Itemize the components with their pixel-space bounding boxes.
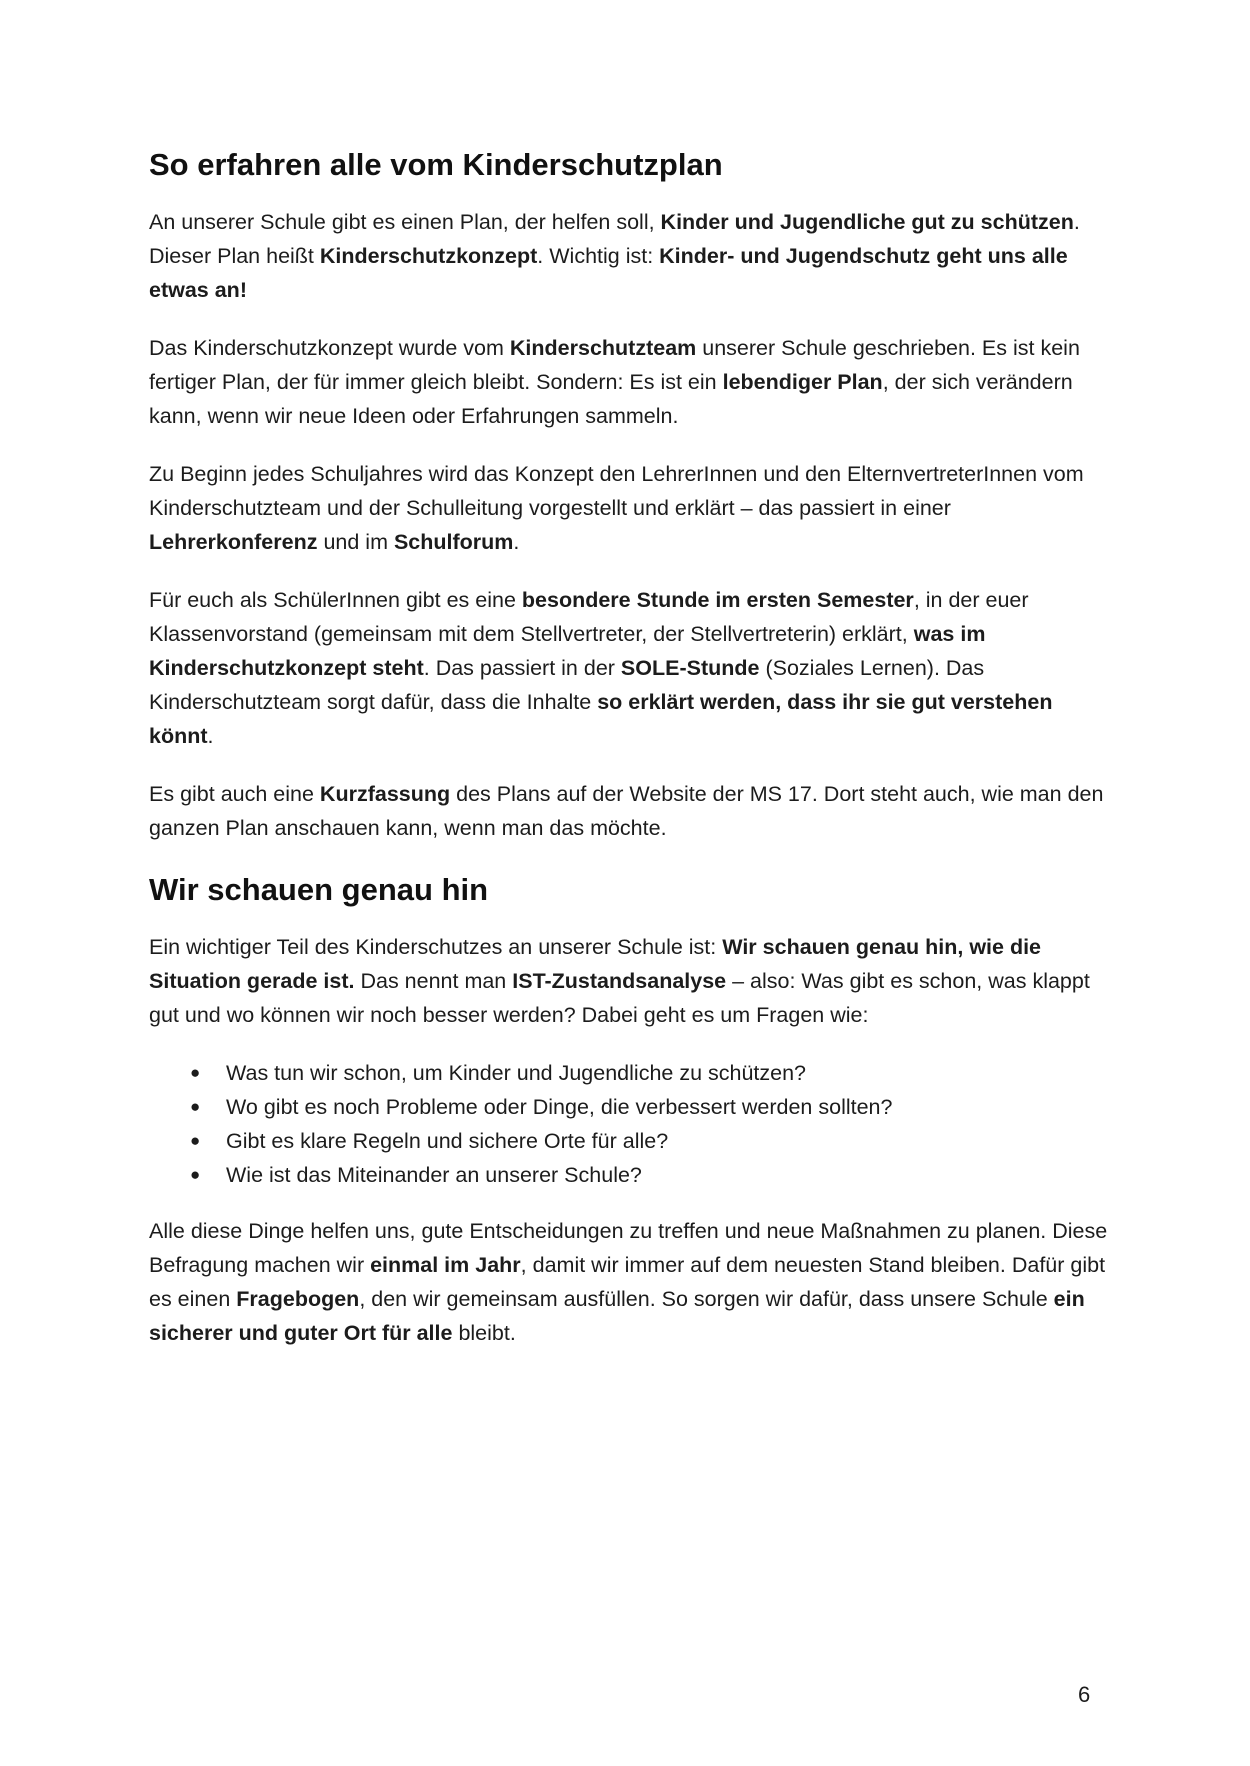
bullet-icon: ● (190, 1097, 201, 1117)
list-item: ● Wo gibt es noch Probleme oder Dinge, die verbessert werden sollten? (149, 1090, 1109, 1124)
list-item: ● Was tun wir schon, um Kinder und Jugendliche zu schützen? (149, 1056, 1109, 1090)
paragraph-kurzfassung: Es gibt auch eine Kurzfassung des Plans auf der Website der MS 17. Dort steht auch, wie man den ganzen Plan anschauen kann, wenn man das möchte. (149, 782, 1104, 841)
paragraph-schuljahr: Zu Beginn jedes Schuljahres wird das Konzept den LehrerInnen und den ElternvertreterInnen vom Kinderschutzteam und der Schulleitung vorgestellt und erklärt – das passiert in einer Lehrerkonferenz und im Schulforum. (149, 462, 1084, 555)
paragraph-ist-analyse: Ein wichtiger Teil des Kinderschutzes an unserer Schule ist: Wir schauen genau hin, wie die Situation gerade ist. Das nennt man IST-Zustandsanalyse – also: Was gibt es schon, was klappt gut und wo können wir noch besser werden? Dabei geht es um Fragen wie: (149, 935, 1090, 1028)
bullet-icon: ● (190, 1063, 201, 1083)
bullet-icon: ● (190, 1131, 201, 1151)
list-item: ● Gibt es klare Regeln und sichere Orte für alle? (149, 1124, 1109, 1158)
page-number: 6 (1078, 1682, 1091, 1707)
paragraph-intro: An unserer Schule gibt es einen Plan, der helfen soll, Kinder und Jugendliche gut zu schützen. Dieser Plan heißt Kinderschutzkonzept. Wichtig ist: Kinder- und Jugendschutz geht uns alle etwas an! (149, 210, 1080, 303)
questions-list (149, 1056, 1109, 1192)
bullet-icon: ● (190, 1165, 201, 1185)
paragraph-schuelerinnen: Für euch als SchülerInnen gibt es eine besondere Stunde im ersten Semester, in der euer Klassenvorstand (gemeinsam mit dem Stellvertreter, der Stellvertreterin) erklärt, was im Kinderschutzkonzept steht. Das passiert in der SOLE-Stunde (Soziales Lernen). Das Kinderschutzteam sorgt dafür, dass die Inhalte so erklärt werden, dass ihr sie gut verstehen könnt. (149, 588, 1053, 749)
section-heading-kinderschutzplan: So erfahren alle vom Kinderschutzplan (149, 147, 723, 182)
list-item: ● Wie ist das Miteinander an unserer Schule? (149, 1158, 1109, 1192)
document-page (149, 146, 1109, 1374)
paragraph-kinderschutzteam: Das Kinderschutzkonzept wurde vom Kinderschutzteam unserer Schule geschrieben. Es ist kein fertiger Plan, der für immer gleich bleibt. Sondern: Es ist ein lebendiger Plan, der sich verändern kann, wenn wir neue Ideen oder Erfahrungen sammeln. (149, 336, 1080, 429)
paragraph-befragung: Alle diese Dinge helfen uns, gute Entscheidungen zu treffen und neue Maßnahmen zu planen. Diese Befragung machen wir einmal im Jahr, damit wir immer auf dem neuesten Stand bleiben. Dafür gibt es einen Fragebogen, den wir gemeinsam ausfüllen. So sorgen wir dafür, dass unsere Schule ein sicherer und guter Ort für alle bleibt. (149, 1219, 1108, 1346)
section-heading-genau-hin: Wir schauen genau hin (149, 872, 489, 908)
